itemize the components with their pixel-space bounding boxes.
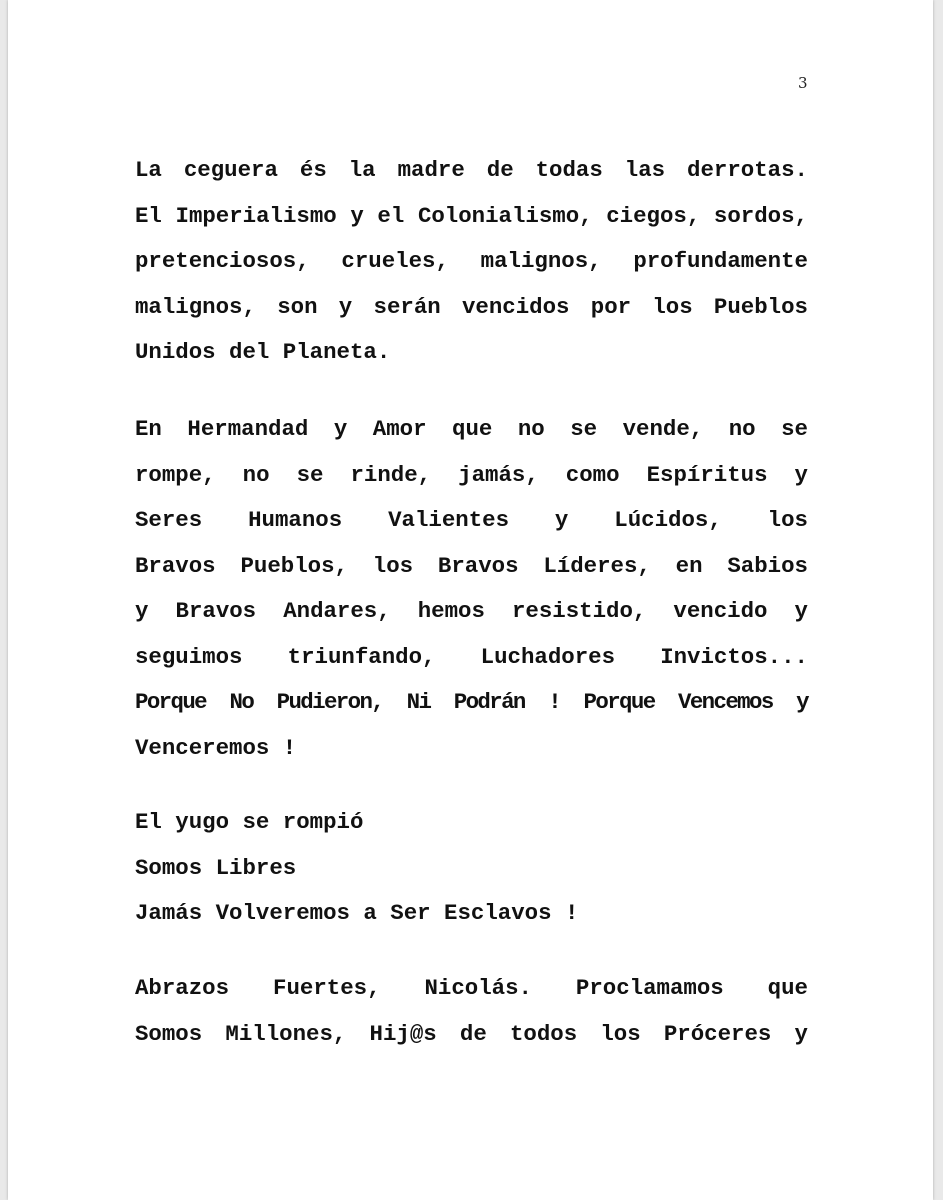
text-line: Seres Humanos Valientes y Lúcidos, los bbox=[135, 507, 808, 533]
text-line: y Bravos Andares, hemos resistido, vencido y bbox=[135, 598, 808, 624]
paragraph-4 bbox=[135, 966, 808, 1057]
text-line: seguimos triunfando, Luchadores Invictos... bbox=[135, 643, 808, 670]
text-line: Bravos Pueblos, los Bravos Líderes, en Sabios bbox=[135, 552, 808, 579]
text-line: Venceremos ! bbox=[135, 734, 297, 761]
page-number: 3 bbox=[798, 74, 808, 92]
document-page bbox=[8, 0, 933, 1200]
text-line: Somos Millones, Hij@s de todos los Próceres y bbox=[135, 1020, 808, 1047]
paragraph-2 bbox=[135, 407, 808, 771]
paragraph-1 bbox=[135, 148, 808, 376]
text-line: Abrazos Fuertes, Nicolás. Proclamamos que bbox=[135, 975, 808, 1001]
text-line: Unidos del Planeta. bbox=[135, 339, 391, 365]
text-line: En Hermandad y Amor que no se vende, no se bbox=[135, 416, 808, 442]
text-line: Jamás Volveremos a Ser Esclavos ! bbox=[135, 900, 579, 926]
paragraph-3 bbox=[135, 800, 808, 937]
text-line: Porque No Pudieron, Ni Podrán ! Porque Vencemos y bbox=[135, 689, 808, 715]
text-line: El Imperialismo y el Colonialismo, ciegos, sordos, bbox=[135, 202, 808, 229]
text-line: rompe, no se rinde, jamás, como Espíritus y bbox=[135, 461, 808, 488]
text-line: Somos Libres bbox=[135, 854, 297, 881]
text-line: pretenciosos, crueles, malignos, profundamente bbox=[135, 248, 808, 274]
text-line: La ceguera és la madre de todas las derrotas. bbox=[135, 157, 808, 183]
text-line: El yugo se rompió bbox=[135, 809, 364, 835]
text-line: malignos, son y serán vencidos por los Pueblos bbox=[135, 293, 808, 320]
